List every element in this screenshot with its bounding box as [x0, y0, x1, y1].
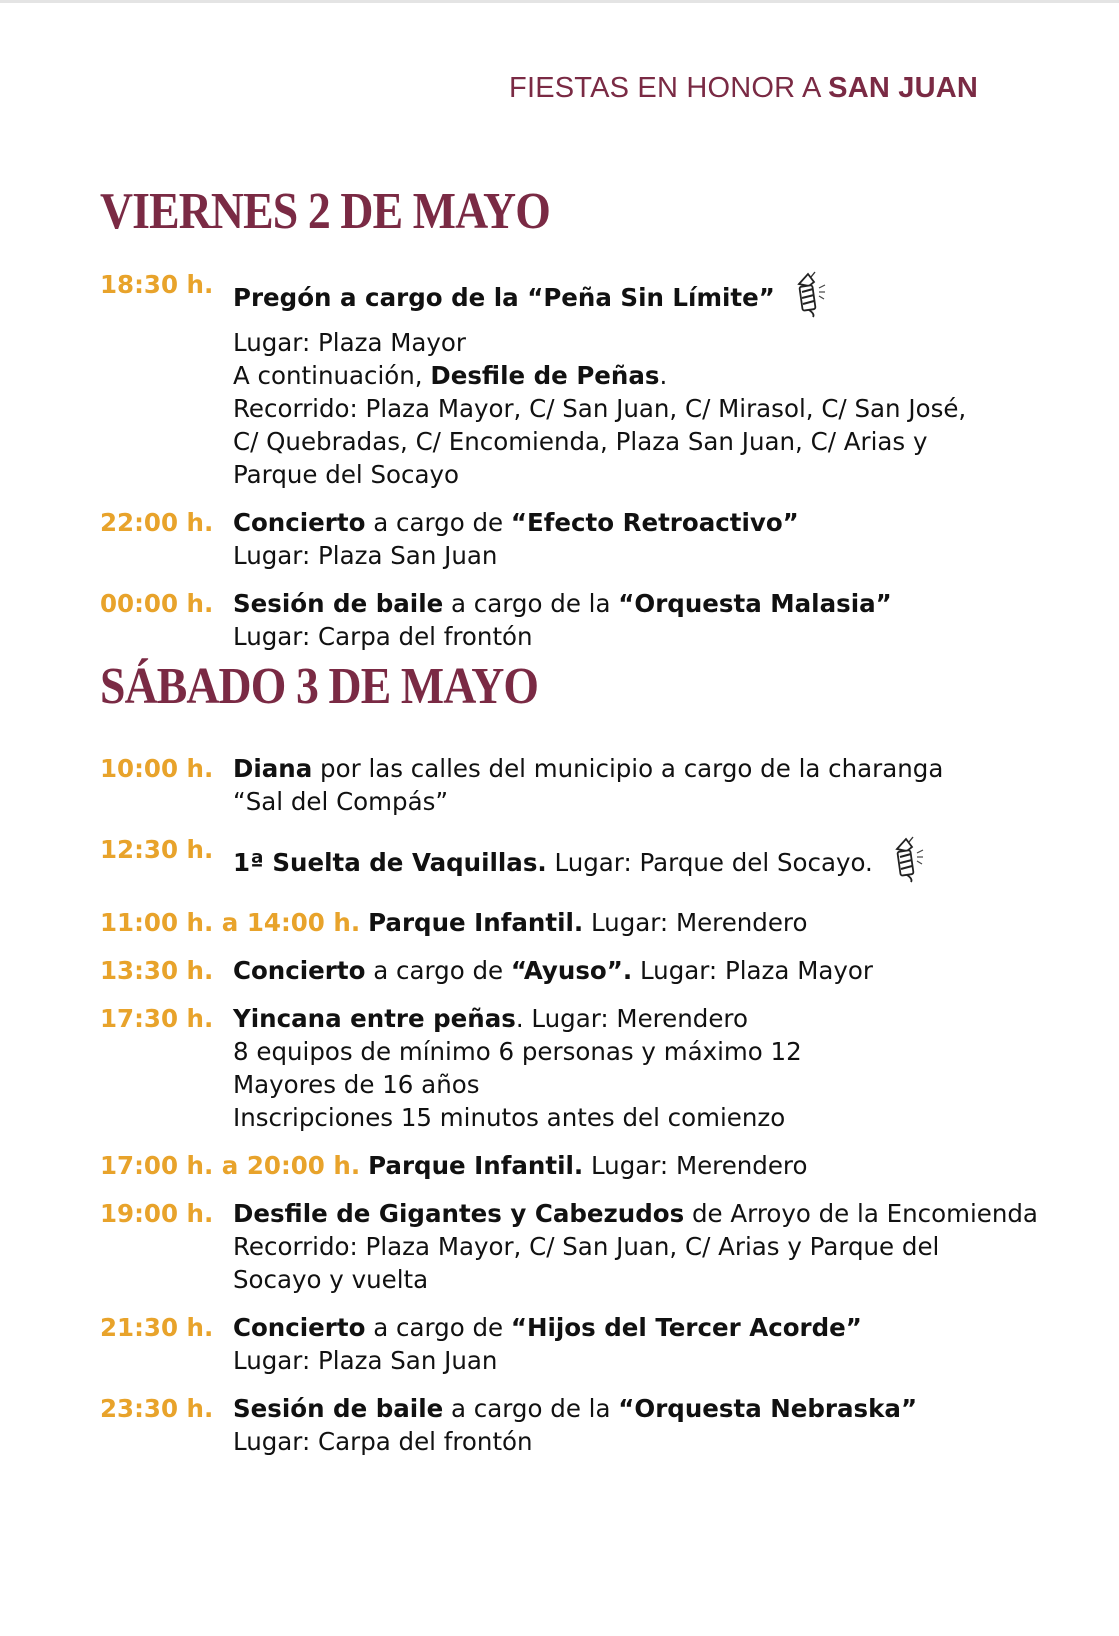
event-desc: 11:00 h. a 14:00 h. Parque Infantil. Lugar: Merendero — [100, 908, 808, 937]
event-desc: Diana por las calles del municipio a cargo de la charanga “Sal del Compás” — [233, 754, 944, 816]
event-time: 12:30 h. — [100, 835, 214, 864]
event-row — [100, 1002, 1040, 1134]
event-row — [100, 587, 1040, 653]
event-row — [100, 906, 1040, 939]
header-prefix: FIESTAS EN HONOR A — [509, 72, 829, 104]
event-desc: Desfile de Gigantes y Cabezudos de Arroyo de la Encomienda Recorrido: Plaza Mayor, C/ San Juan, C/ Arias y Parque del Socayo y vuelta — [233, 1197, 1040, 1296]
event-location: Lugar: Carpa del frontón — [233, 622, 533, 651]
event-location: Lugar: Carpa del frontón — [233, 1427, 533, 1456]
event-desc: Pregón a cargo de la “Peña Sin Límite” Lugar: Plaza Mayor A continuación, Desfile de Peñas. Recorrido: Plaza Mayor, C/ San Juan, C/ Mirasol, C/ San José, C/ Quebradas, C/ Encomienda, Plaza San Juan, C/ Arias y Parque del Socayo — [233, 268, 1040, 491]
event-time: 22:00 h. — [100, 508, 214, 537]
event-time: 10:00 h. — [100, 754, 214, 783]
event-route: Recorrido: Plaza Mayor, C/ San Juan, C/ Mirasol, C/ San José, — [233, 394, 967, 423]
event-time-range: 11:00 h. a 14:00 h. — [100, 908, 361, 937]
event-row — [100, 506, 1040, 572]
day-title-sabado: SÁBADO 3 DE MAYO — [100, 658, 539, 715]
event-row — [100, 833, 1040, 891]
page-header — [509, 72, 978, 105]
event-title: Pregón a cargo de la “Peña Sin Límite” — [233, 283, 775, 312]
event-time: 13:30 h. — [100, 956, 214, 985]
event-time: 17:30 h. — [100, 1004, 214, 1033]
event-row — [100, 1311, 1040, 1377]
event-time: 18:30 h. — [100, 270, 214, 299]
event-row — [100, 1197, 1040, 1296]
event-location: Lugar: Plaza Mayor — [233, 328, 466, 357]
event-desc: 1ª Suelta de Vaquillas. Lugar: Parque del Socayo. — [233, 833, 1040, 891]
event-desc: Sesión de baile a cargo de la “Orquesta Nebraska” Lugar: Carpa del frontón — [233, 1392, 1040, 1458]
event-row — [100, 1149, 1040, 1182]
event-route: Recorrido: Plaza Mayor, C/ San Juan, C/ Arias y Parque del — [233, 1232, 940, 1261]
event-desc: Concierto a cargo de “Efecto Retroactivo” Lugar: Plaza San Juan — [233, 506, 1040, 572]
event-row — [100, 954, 1040, 987]
firework-rocket-icon — [797, 268, 827, 326]
event-row — [100, 752, 1040, 818]
events-viernes — [100, 268, 1040, 653]
event-subtitle: Desfile de Peñas — [430, 361, 660, 390]
event-time: 00:00 h. — [100, 589, 214, 618]
event-location: Lugar: Plaza San Juan — [233, 1346, 498, 1375]
day-title-viernes: VIERNES 2 DE MAYO — [100, 183, 550, 240]
top-divider — [0, 0, 1119, 3]
event-row — [100, 268, 1040, 491]
event-desc: Sesión de baile a cargo de la “Orquesta Malasia” Lugar: Carpa del frontón — [233, 587, 1040, 653]
events-sabado — [100, 752, 1040, 1458]
event-desc: Concierto a cargo de “Ayuso”. Lugar: Plaza Mayor — [233, 956, 873, 985]
event-time: 19:00 h. — [100, 1199, 214, 1228]
event-desc: Concierto a cargo de “Hijos del Tercer Acorde” Lugar: Plaza San Juan — [233, 1311, 1040, 1377]
event-row — [100, 1392, 1040, 1458]
event-time: 21:30 h. — [100, 1313, 214, 1342]
event-location: Lugar: Plaza San Juan — [233, 541, 498, 570]
event-time: 23:30 h. — [100, 1394, 214, 1423]
event-desc: Yincana entre peñas. Lugar: Merendero 8 equipos de mínimo 6 personas y máximo 12 Mayores de 16 años Inscripciones 15 minutos antes del comienzo — [233, 1004, 802, 1132]
firework-rocket-icon — [895, 833, 925, 891]
header-saint: SAN JUAN — [828, 72, 978, 104]
event-desc: 17:00 h. a 20:00 h. Parque Infantil. Lugar: Merendero — [100, 1151, 808, 1180]
event-time-range: 17:00 h. a 20:00 h. — [100, 1151, 361, 1180]
